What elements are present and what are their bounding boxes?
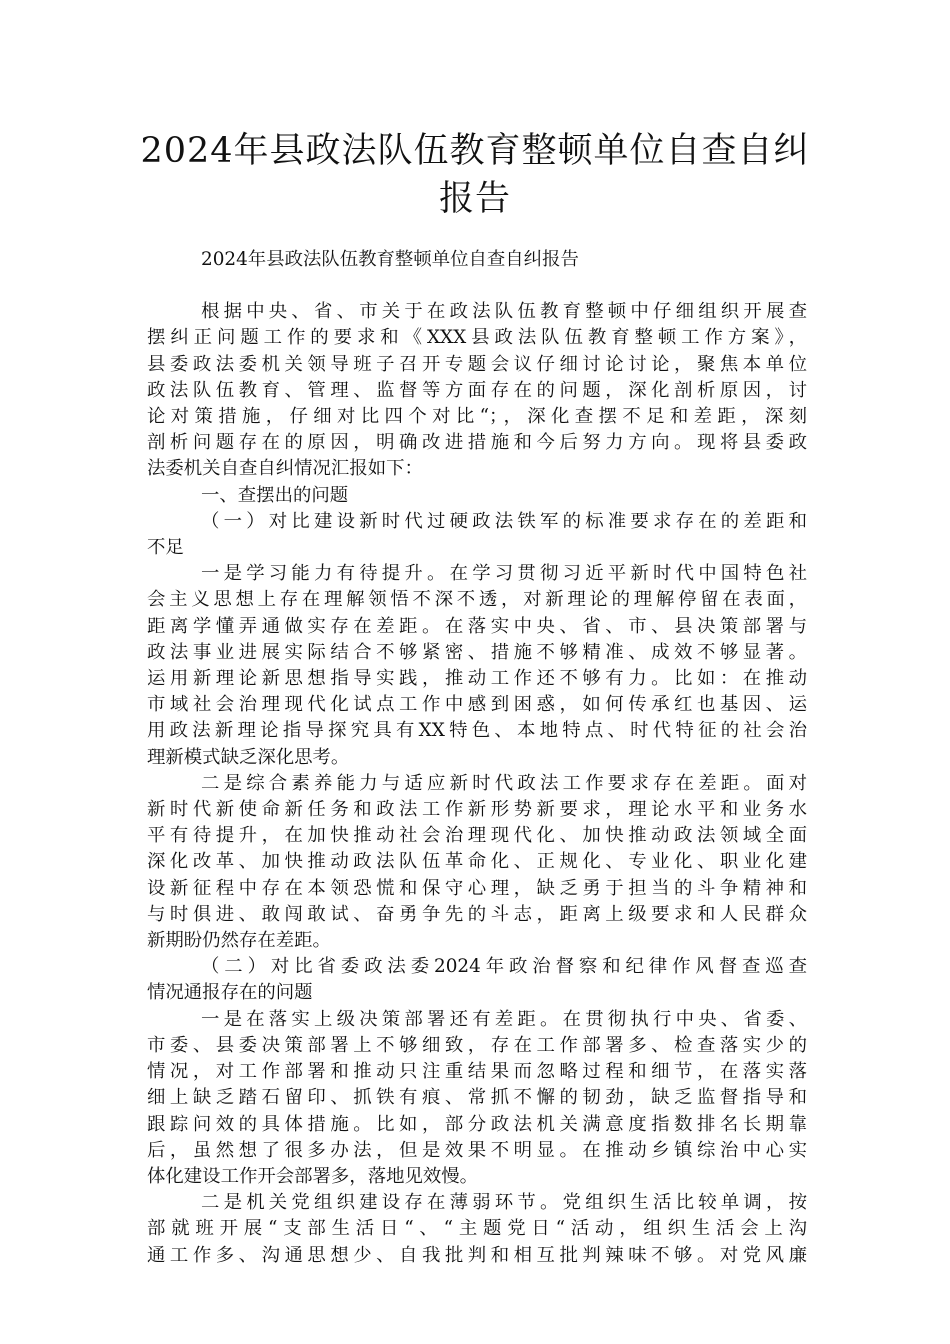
- text-line: 运用新理论新思想指导实践，推动工作还不够有力。比如：在推动: [147, 668, 807, 690]
- title-line: 报告: [438, 179, 511, 219]
- document-title: [140, 127, 810, 223]
- text-line: 体化建设工作开会部署多，落地见效慢。: [147, 1165, 479, 1187]
- text-line: 细上缺乏踏石留印、抓铁有痕、常抓不懈的韧劲，缺乏监督指导和: [147, 1087, 807, 1109]
- text-line: 政法事业进展实际结合不够紧密、措施不够精准、成效不够显著。: [147, 641, 807, 663]
- text-line: （一）对比建设新时代过硬政法铁军的标准要求存在的差距和: [201, 510, 807, 532]
- text-line: 2024年县政法队伍教育整顿单位自查自纠报告: [201, 249, 579, 270]
- text-line: 县委政法委机关领导班子召开专题会议仔细讨论讨论，聚焦本单位: [147, 353, 807, 375]
- text-line: 情况通报存在的问题: [147, 982, 313, 1004]
- text-line: 二是综合素养能力与适应新时代政法工作要求存在差距。面对: [201, 772, 807, 794]
- text-line: 市域社会治理现代化试点工作中感到困惑，如何传承红也基因、运: [147, 694, 807, 716]
- text-line: 摆纠正问题工作的要求和《XXX县政法队伍教育整顿工作方案》，: [147, 327, 807, 349]
- text-line: 后，虽然想了很多办法，但是效果不明显。在推动乡镇综治中心实: [147, 1139, 807, 1161]
- text-line: 新期盼仍然存在差距。: [147, 930, 331, 952]
- title-line: 2024年县政法队伍教育整顿单位自查自纠: [140, 131, 810, 171]
- text-line: 距离学懂弄通做实存在差距。在落实中央、省、市、县决策部署与: [147, 615, 807, 637]
- text-line: 一是在落实上级决策部署还有差距。在贯彻执行中央、省委、: [201, 1008, 807, 1030]
- text-line: 一、查摆出的问题: [201, 484, 349, 506]
- text-line: 跟踪问效的具体措施。比如，部分政法机关满意度指数排名长期靠: [147, 1113, 807, 1135]
- text-line: 市委、县委决策部署上不够细致，存在工作部署多、检查落实少的: [147, 1034, 807, 1056]
- document-body: [147, 247, 807, 1269]
- text-line: 二是机关党组织建设存在薄弱环节。党组织生活比较单调，按: [201, 1192, 807, 1214]
- text-line: 情况，对工作部署和推动只注重结果而忽略过程和细节，在落实落: [147, 1061, 807, 1083]
- text-line: 根据中央、省、市关于在政法队伍教育整顿中仔细组织开展查: [201, 301, 807, 323]
- text-line: 通工作多、沟通思想少、自我批判和相互批判辣味不够。对党风廉: [147, 1244, 807, 1266]
- text-line: 会主义思想上存在理解领悟不深不透，对新理论的理解停留在表面，: [147, 589, 807, 611]
- text-line: 理新模式缺乏深化思考。: [147, 746, 350, 768]
- text-line: 新时代新使命新任务和政法工作新形势新要求，理论水平和业务水: [147, 799, 807, 821]
- text-line: 一是学习能力有待提升。在学习贯彻习近平新时代中国特色社: [201, 563, 807, 585]
- text-line: 平有待提升，在加快推动社会治理现代化、加快推动政法领域全面: [147, 825, 807, 847]
- text-line: 部就班开展“支部生活日“、“主题党日“活动，组织生活会上沟: [147, 1218, 807, 1240]
- paragraph-gap: [147, 273, 807, 299]
- text-line: 政法队伍教育、管理、监督等方面存在的问题，深化剖析原因，讨: [147, 379, 807, 401]
- text-line: 与时俱进、敢闯敢试、奋勇争先的斗志，距离上级要求和人民群众: [147, 903, 807, 925]
- text-line: 深化改革、加快推动政法队伍革命化、正规化、专业化、职业化建: [147, 851, 807, 873]
- text-line: 不足: [147, 537, 184, 559]
- text-line: （二）对比省委政法委2024年政治督察和纪律作风督查巡查: [201, 956, 807, 978]
- text-line: 剖析问题存在的原因，明确改进措施和今后努力方向。现将县委政: [147, 432, 807, 454]
- text-line: 用政法新理论指导探究具有XX特色、本地特点、时代特征的社会治: [147, 720, 807, 742]
- text-line: 设新征程中存在本领恐慌和保守心理，缺乏勇于担当的斗争精神和: [147, 877, 807, 899]
- text-line: 法委机关自查自纠情况汇报如下：: [147, 458, 423, 480]
- text-line: 论对策措施，仔细对比四个对比“；，深化查摆不足和差距，深刻: [147, 406, 807, 428]
